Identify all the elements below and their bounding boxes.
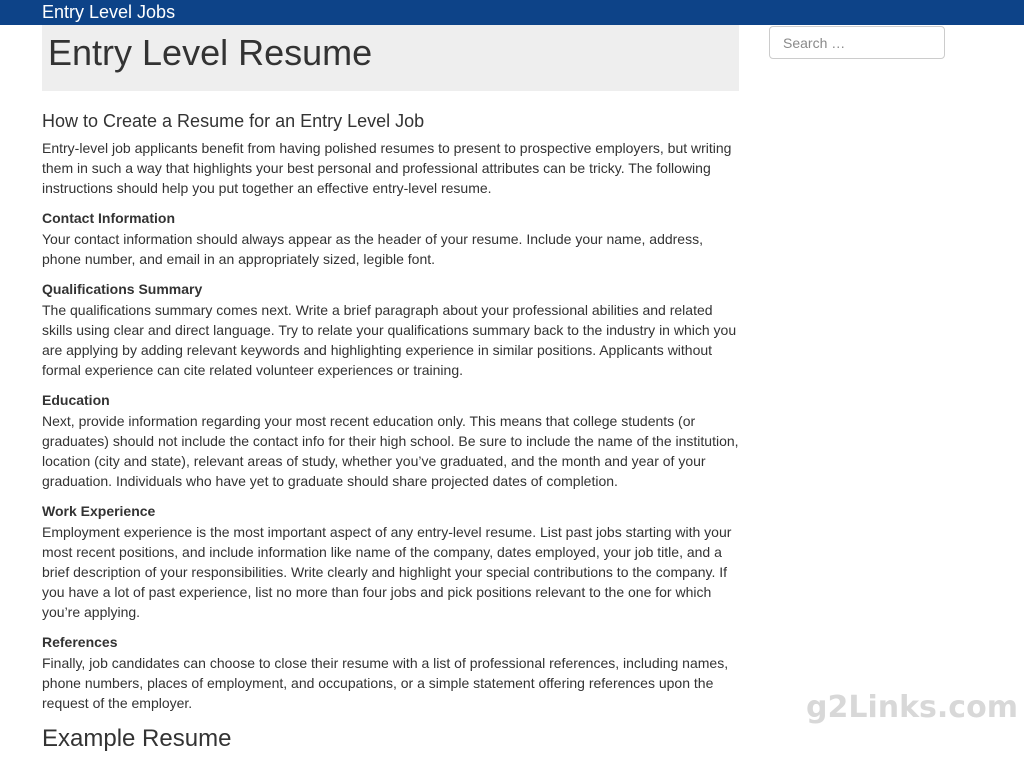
site-title-link[interactable]: Entry Level Jobs — [42, 2, 176, 22]
page-title-banner — [42, 25, 739, 91]
references-section — [42, 632, 739, 713]
intro-paragraph: Entry-level job applicants benefit from having polished resumes to present to prospective employers, but writing them in such a way that highlights your best personal and professional attributes can be tricky. The following instructions should help you put together an effective entry-level resume. — [42, 140, 732, 196]
block-text: Next, provide information regarding your most recent education only. This means that college students (or graduates) should not include the contact info for their high school. Be sure to include the name of the institution, location (city and state), relevant areas of study, whether you’ve graduated, and the month and year of your graduation. Individuals who have yet to graduate should share projected dates of completion. — [42, 413, 739, 489]
top-navbar — [0, 0, 1024, 25]
contact-information-section — [42, 208, 739, 269]
block-text: Finally, job candidates can choose to close their resume with a list of professional references, including names, phone numbers, places of employment, and occupations, or a simple statement offering references upon the request of the employer. — [42, 655, 729, 711]
education-section — [42, 390, 739, 491]
page-title: Entry Level Resume — [48, 32, 373, 73]
block-title: Education — [42, 392, 110, 408]
block-text: The qualifications summary comes next. Write a brief paragraph about your professional abilities and related skills using clear and direct language. Try to relate your qualifications summary back to the industry in which you are applying by adding relevant keywords and highlighting experience in similar positions. Applicants without formal experience can cite related volunteer experiences or training. — [42, 302, 737, 378]
main-content — [42, 25, 739, 754]
example-resume-heading: Example Resume — [42, 725, 232, 752]
search-input[interactable] — [769, 26, 945, 59]
block-text: Your contact information should always appear as the header of your resume. Include your name, address, phone number, and email in an appropriately sized, legible font. — [42, 231, 703, 267]
work-experience-section — [42, 501, 739, 622]
block-title: Work Experience — [42, 503, 156, 519]
section-heading: How to Create a Resume for an Entry Level Job — [42, 111, 425, 131]
block-title: Contact Information — [42, 210, 175, 226]
qualifications-summary-section — [42, 279, 739, 380]
block-title: Qualifications Summary — [42, 281, 203, 297]
block-title: References — [42, 634, 118, 650]
block-text: Employment experience is the most important aspect of any entry-level resume. List past jobs starting with your most recent positions, and include information like name of the company, dates employed, your job title, and a brief description of your responsibilities. Write clearly and highlight your special contributions to the company. If you have a lot of past experience, list no more than four jobs and pick positions relevant to the one for which you’re applying. — [42, 524, 732, 620]
watermark: g2Links.com — [806, 690, 1018, 725]
